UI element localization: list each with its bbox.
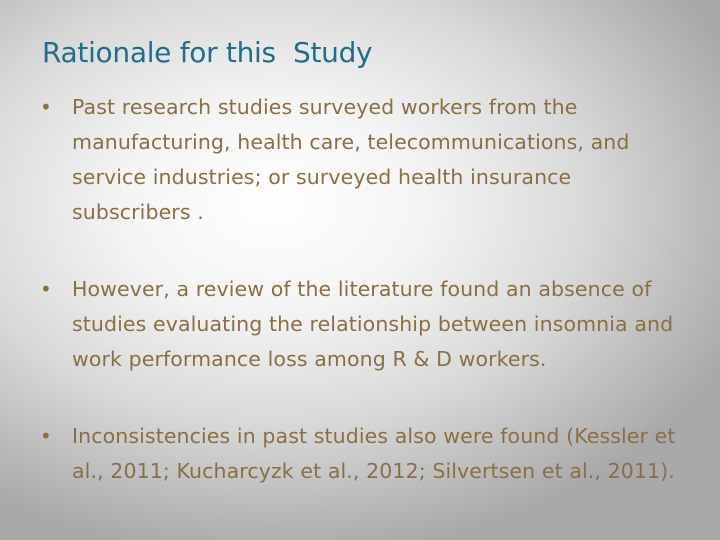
- bullet-dot-icon: •: [40, 95, 52, 119]
- bullet-text-2: However, a review of the literature found an absence of studies evaluating the relationship between insomnia and work performance loss among R & D workers.: [72, 277, 674, 371]
- bullet-dot-icon: •: [40, 277, 52, 301]
- bullet-item-1: [34, 90, 694, 230]
- bullet-dot-icon: •: [40, 424, 52, 448]
- bullet-list: [34, 90, 694, 531]
- slide-title: Rationale for this Study: [42, 36, 373, 69]
- bullet-text-3: Inconsistencies in past studies also were found (Kessler et al., 2011; Kucharcyzk et al., 2012; Silvertsen et al., 2011).: [72, 424, 676, 483]
- bullet-item-3: [34, 419, 694, 489]
- bullet-text-1: Past research studies surveyed workers from the manufacturing, health care, telecommunications, and service industries; or surveyed health insurance subscribers .: [72, 95, 630, 224]
- bullet-item-2: [34, 272, 694, 377]
